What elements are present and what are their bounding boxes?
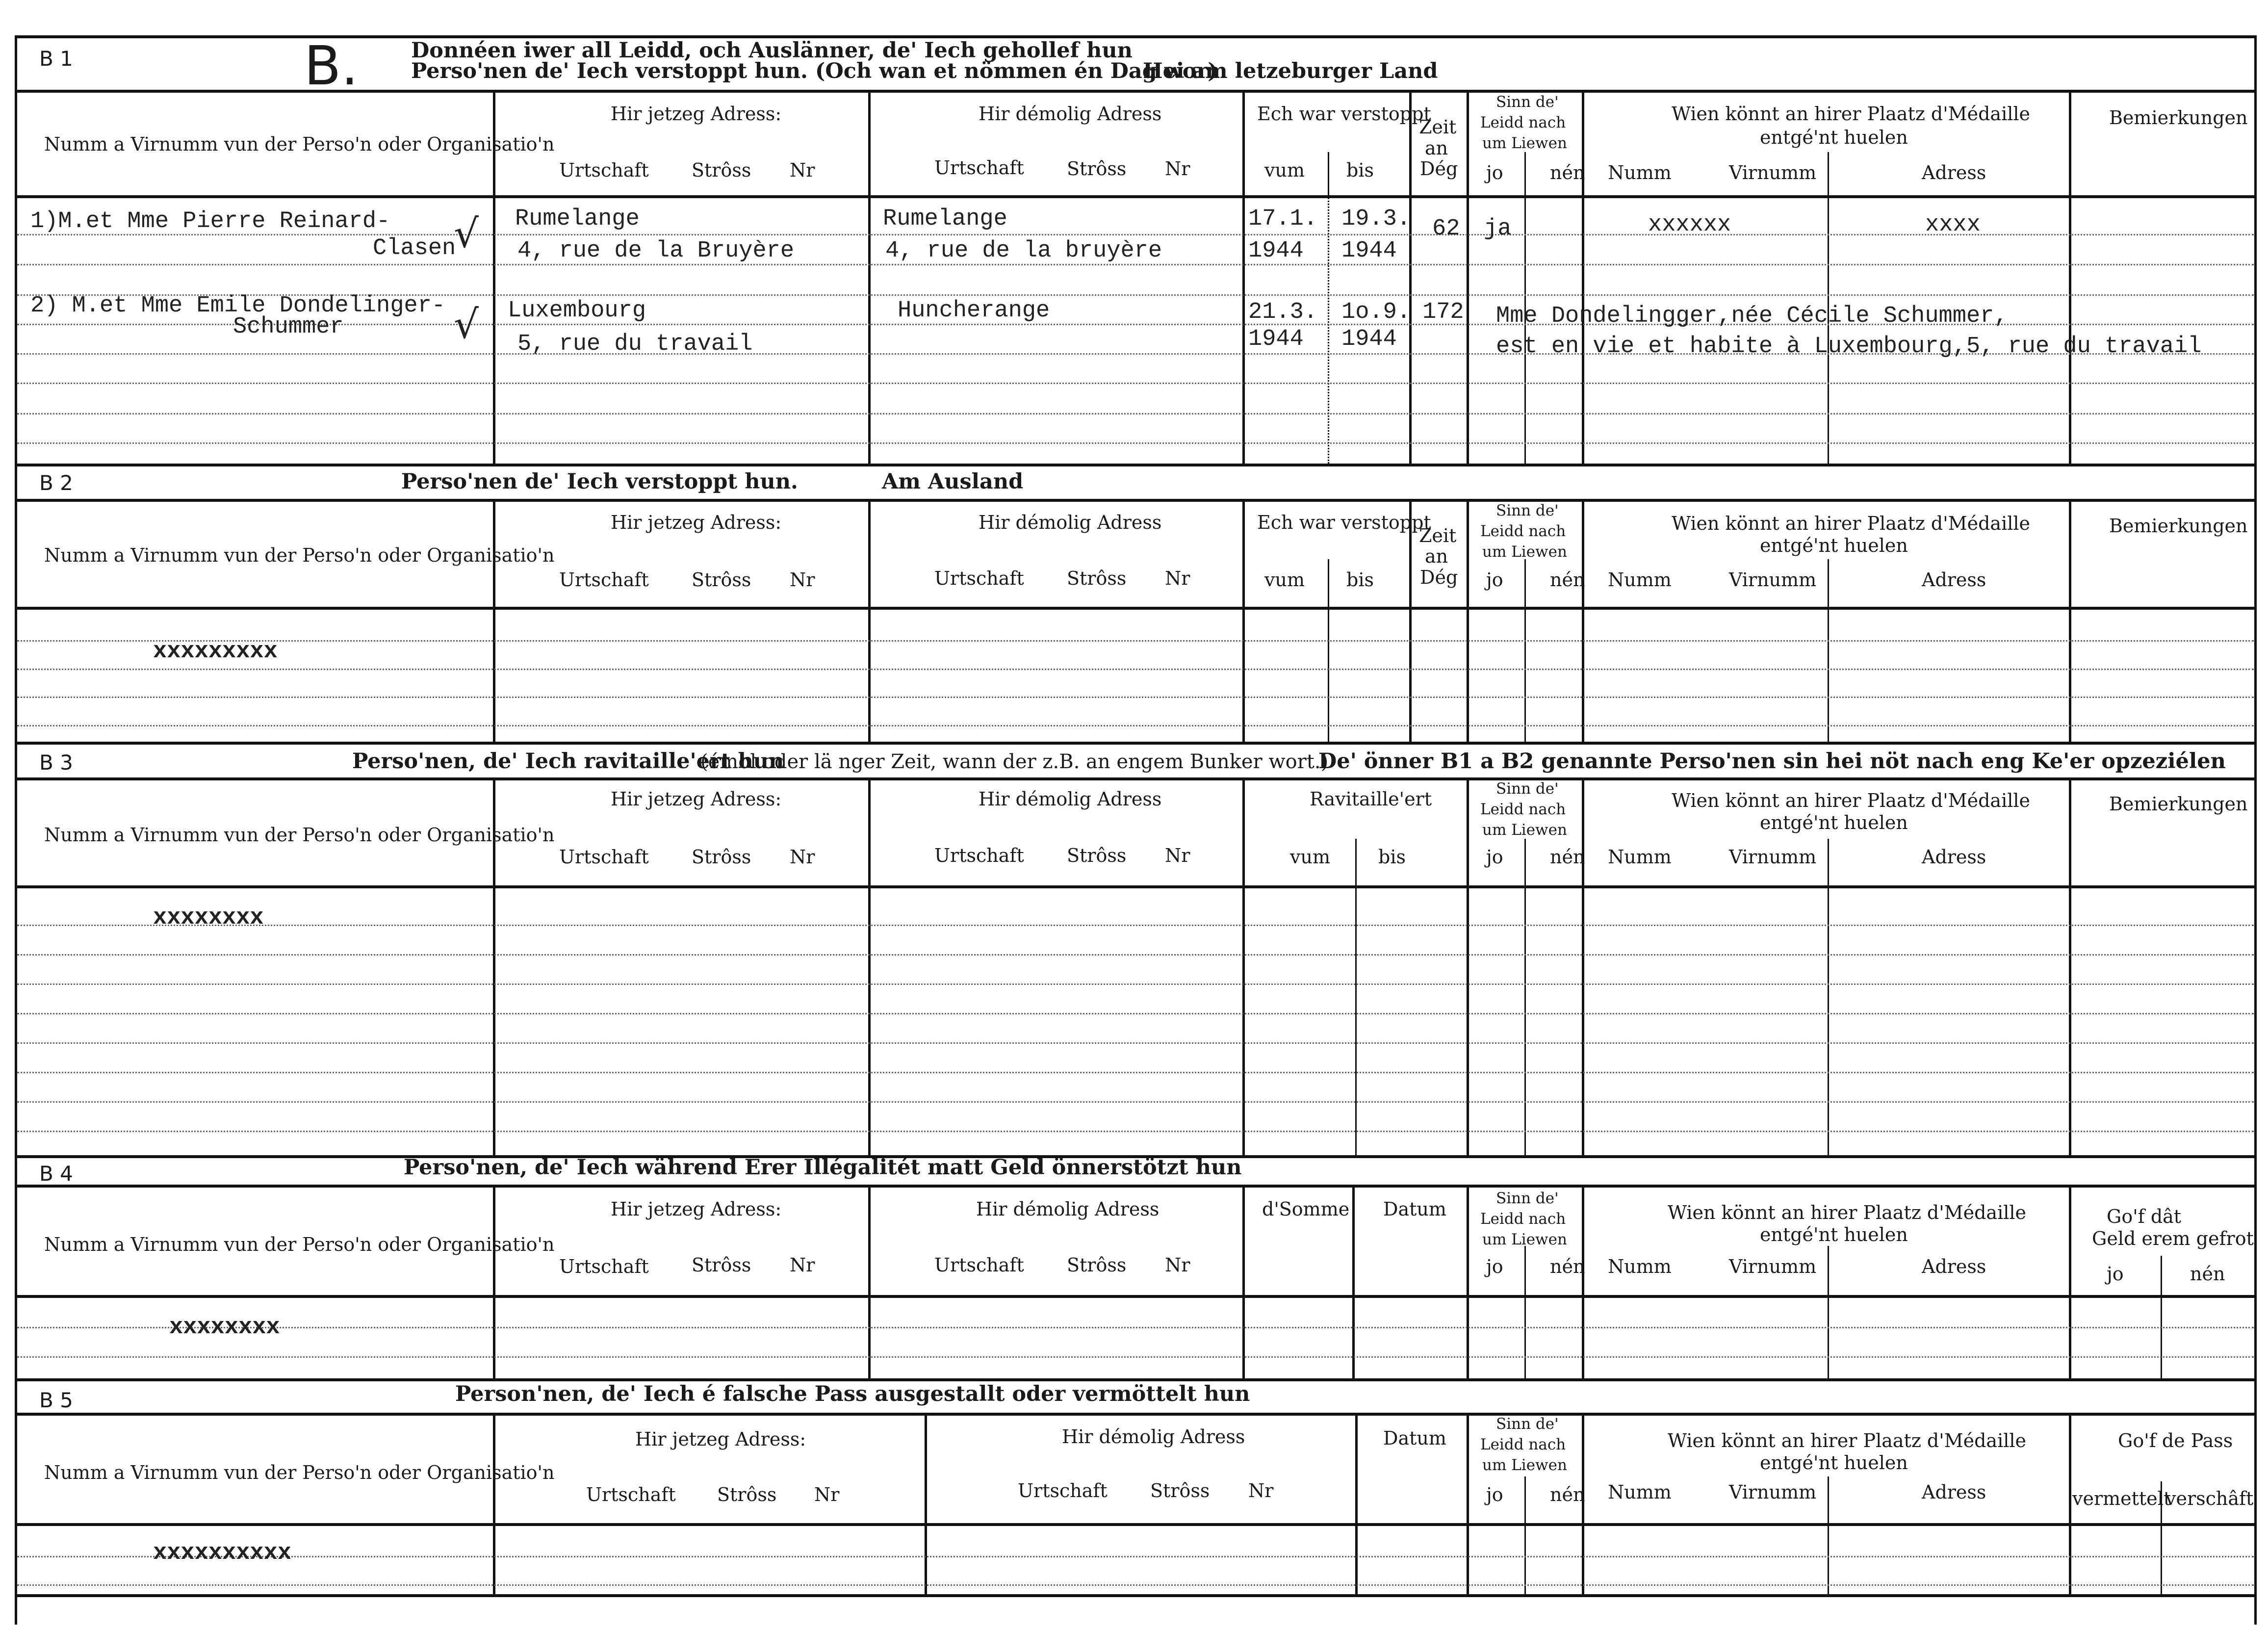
b4-col-current: Hir jetzeg Adress:	[611, 1198, 782, 1220]
b5-col-alive1: Sinn de'	[1496, 1415, 1559, 1433]
b3-col-mname: Numm	[1608, 846, 1672, 868]
frame-left	[15, 35, 17, 1625]
b5-col-alive2: Leidd nach	[1480, 1436, 1566, 1453]
b1-col-medal1: Wien könnt an hirer Plaatz d'Médaille	[1672, 103, 2031, 125]
b2-header-top	[15, 499, 2256, 502]
b4-col-mfirst: Virnumm	[1729, 1256, 1817, 1277]
b2-col-place2: Urtschaft	[934, 568, 1024, 589]
b1-r2-cur-street: 5, rue du travail	[517, 331, 753, 357]
b1-col-name: Numm a Virnumm vun der Perso'n oder Organisatio'n	[44, 133, 555, 155]
b2-col-mname: Numm	[1608, 569, 1672, 591]
b3-header-bottom	[15, 885, 2256, 888]
b1-row-line	[17, 442, 2254, 444]
b4-col-name: Numm a Virnumm vun der Perso'n oder Organisatio'n	[44, 1234, 555, 1255]
b4-col-line	[2069, 1185, 2071, 1378]
b1-r1-from-date: 17.1.	[1248, 206, 1318, 232]
b5-col-current: Hir jetzeg Adress:	[635, 1428, 806, 1450]
b2-col-remarks: Bemierkungen	[2109, 515, 2248, 537]
b5-col-date: Datum	[1383, 1427, 1446, 1449]
b2-col-line	[1409, 499, 1412, 742]
b1-bottom	[15, 464, 2256, 466]
b1-r2-cur-place: Luxembourg	[508, 298, 646, 324]
b5-title: Person'nen, de' Iech é falsche Pass ausgestallt oder vermöttelt hun	[455, 1382, 1250, 1406]
b4-bottom	[15, 1378, 2256, 1381]
b1-r1-medal-addr: xxxx	[1925, 212, 1981, 238]
b4-col-line	[868, 1185, 871, 1378]
b1-col-place2: Urtschaft	[934, 157, 1024, 179]
b5-col-line	[1355, 1413, 1358, 1594]
b3-col-line	[1582, 777, 1584, 1155]
b5-col-no: nén	[1550, 1484, 1585, 1505]
b1-r1-cur-street: 4, rue de la Bruyère	[517, 238, 795, 264]
b1-r1-to-date: 19.3.	[1341, 206, 1411, 232]
b2-row-line	[17, 697, 2254, 698]
frame-right	[2254, 35, 2257, 1625]
b2-col-from: vum	[1264, 569, 1305, 591]
b3-col-line	[1467, 777, 1469, 1155]
b2-entry: xxxxxxxxx	[153, 639, 278, 665]
b1-r2-to-year: 1944	[1341, 326, 1397, 352]
b5-col-medal2: entgé'nt huelen	[1760, 1452, 1908, 1474]
check-mark-icon: √	[454, 302, 479, 347]
b1-sub-line	[1828, 195, 1829, 464]
b3-title-paren: (émol oder lä nger Zeit, wann der z.B. an engem Bunker wort.)	[700, 750, 1329, 773]
b2-col-current: Hir jetzeg Adress:	[611, 512, 782, 533]
b5-sub-line	[1828, 1476, 1829, 1594]
b2-col-to: bis	[1346, 569, 1374, 591]
b3-col-alive3: um Liewen	[1482, 821, 1567, 839]
b5-entry: xxxxxxxxxx	[153, 1540, 292, 1566]
b2-sub-line	[1828, 559, 1829, 742]
b3-col-medal1: Wien könnt an hirer Plaatz d'Médaille	[1672, 790, 2031, 811]
b2-col-nr2: Nr	[1165, 568, 1190, 589]
b1-col-yes: jo	[1486, 162, 1503, 183]
b3-col-no: nén	[1550, 846, 1585, 868]
b4-col-line	[1467, 1185, 1469, 1378]
b1-title-line2: Perso'nen de' Iech verstoppt hun. (Och wan et nömmen én Dag wor)	[411, 59, 1218, 83]
b3-col-nr: Nr	[790, 846, 815, 868]
b1-sub-line	[1328, 152, 1329, 195]
b3-col-nr2: Nr	[1165, 845, 1190, 866]
b3-col-street2: Strôss	[1067, 845, 1127, 866]
b3-col-name: Numm a Virnumm vun der Perso'n oder Organisatio'n	[44, 824, 555, 846]
b2-sub-line	[1328, 559, 1329, 742]
b1-col-maddr: Adress	[1922, 162, 1986, 183]
b4-sub-line	[1524, 1246, 1526, 1378]
b1-sub-line	[1524, 195, 1526, 464]
b1-col-mfirst: Virnumm	[1729, 162, 1817, 183]
b2-sub-line	[1524, 559, 1526, 742]
b4-col-place: Urtschaft	[559, 1256, 649, 1277]
b3-row-line	[17, 925, 2254, 926]
b4-col-medal1: Wien könnt an hirer Plaatz d'Médaille	[1668, 1202, 2027, 1223]
b1-r1-cur-place: Rumelange	[515, 206, 640, 232]
b1-col-to: bis	[1346, 159, 1374, 181]
b2-col-no: nén	[1550, 569, 1585, 591]
b2-col-line	[1582, 499, 1584, 742]
b2-col-former: Hir démolig Adress	[979, 512, 1162, 533]
b1-col-nr2: Nr	[1165, 158, 1190, 180]
b4-sub-line	[1828, 1246, 1829, 1378]
b4-col-street: Strôss	[692, 1254, 751, 1276]
b1-row-line	[17, 264, 2254, 265]
b5-col-yes: jo	[1486, 1484, 1503, 1505]
b3-col-yes: jo	[1486, 846, 1503, 868]
b1-r1-name1: 1)M.et Mme Pierre Reinard-	[30, 208, 390, 234]
b5-header-top	[15, 1413, 2256, 1416]
b3-row-line	[17, 1042, 2254, 1044]
b2-col-place: Urtschaft	[559, 569, 649, 591]
b4-col-line	[1582, 1185, 1584, 1378]
b4-sub-line	[2161, 1256, 2162, 1378]
b1-sub-line	[1828, 152, 1829, 195]
b1-col-street2: Strôss	[1067, 158, 1127, 180]
b5-row-line	[17, 1556, 2254, 1557]
b3-col-maddr: Adress	[1922, 846, 1986, 868]
b1-r1-from-year: 1944	[1248, 238, 1304, 264]
b4-col-line	[493, 1185, 495, 1378]
b5-col-verschaft: verschâft	[2165, 1488, 2254, 1509]
b1-col-alive2: Leidd nach	[1480, 114, 1566, 131]
b3-col-mfirst: Virnumm	[1729, 846, 1817, 868]
b2-col-line	[493, 499, 495, 742]
b3-title: Perso'nen, de' Iech ravitaille'ert hun	[352, 749, 784, 774]
b1-col-medal2: entgé'nt huelen	[1760, 127, 1908, 148]
b1-col-former: Hir démolig Adress	[979, 103, 1162, 125]
b1-sub-line	[1524, 152, 1526, 195]
b1-col-hidden: Ech war verstoppt	[1257, 103, 1431, 125]
b2-header-bottom	[15, 607, 2256, 610]
check-mark-icon: √	[454, 211, 479, 257]
b2-bottom	[15, 742, 2256, 745]
b3-row-line	[17, 954, 2254, 956]
b4-title: Perso'nen, de' Iech während Erer Illégalitét matt Geld önnerstötzt hun	[404, 1155, 1242, 1180]
b4-col-medal2: entgé'nt huelen	[1760, 1224, 1908, 1245]
b2-col-alive2: Leidd nach	[1480, 522, 1566, 540]
b3-title-note: De' önner B1 a B2 genannte Perso'nen sin hei nöt nach eng Ke'er opzeziélen	[1318, 749, 2226, 774]
b5-col-line	[925, 1413, 927, 1594]
b1-row-line	[17, 413, 2254, 414]
b5-col-place: Urtschaft	[586, 1484, 676, 1505]
b3-col-street: Strôss	[692, 846, 751, 868]
b5-col-line	[1467, 1413, 1469, 1594]
b1-col-no: nén	[1550, 162, 1585, 183]
b1-r1-old-place: Rumelange	[883, 206, 1007, 232]
b4-col-sum: d'Somme	[1262, 1198, 1350, 1220]
b1-header-bottom	[15, 195, 2256, 198]
b3-row-line	[17, 1131, 2254, 1132]
b3-col-line	[1242, 777, 1245, 1155]
b3-code: B 3	[39, 750, 73, 775]
b3-row-line	[17, 1101, 2254, 1103]
b2-row-line	[17, 669, 2254, 670]
b1-sub-line	[1328, 195, 1329, 464]
b1-col-line	[1467, 90, 1469, 464]
b4-col-date: Datum	[1383, 1198, 1446, 1220]
b3-col-former: Hir démolig Adress	[979, 788, 1162, 810]
b1-col-place: Urtschaft	[559, 159, 649, 181]
b3-col-place: Urtschaft	[559, 846, 649, 868]
b2-col-alive3: um Liewen	[1482, 543, 1567, 561]
b4-col-alive1: Sinn de'	[1496, 1190, 1559, 1207]
b1-r1-to-year: 1944	[1341, 238, 1397, 264]
b2-col-hidden: Ech war verstoppt	[1257, 512, 1431, 533]
b5-col-alive3: um Liewen	[1482, 1456, 1567, 1474]
b3-row-line	[17, 983, 2254, 985]
b1-r2-from-year: 1944	[1248, 326, 1304, 352]
b3-col-alive2: Leidd nach	[1480, 801, 1566, 818]
b3-col-medal2: entgé'nt huelen	[1760, 812, 1908, 833]
b4-col-gave2: Geld erem gefrot	[2092, 1228, 2254, 1249]
b1-col-alive3: um Liewen	[1482, 134, 1567, 152]
b5-col-line	[493, 1413, 495, 1594]
b4-header-top	[15, 1185, 2256, 1188]
b4-col-nr: Nr	[790, 1254, 815, 1276]
b5-col-vermettelt: vermettelt	[2072, 1488, 2171, 1509]
b2-col-maddr: Adress	[1922, 569, 1986, 591]
b1-col-current: Hir jetzeg Adress:	[611, 103, 782, 125]
b4-col-alive3: um Liewen	[1482, 1231, 1567, 1248]
b2-col-line	[2069, 499, 2071, 742]
b2-col-alive1: Sinn de'	[1496, 502, 1559, 519]
b4-col-former: Hir démolig Adress	[976, 1198, 1160, 1220]
b2-col-nr: Nr	[790, 569, 815, 591]
b3-sub-line	[1828, 839, 1829, 1155]
b4-col-place2: Urtschaft	[934, 1254, 1024, 1276]
b1-letter: B.	[304, 34, 359, 97]
b1-r2-note1: Mme Dondelingger,née Cécile Schummer,	[1496, 303, 2008, 329]
b4-row-line	[17, 1356, 2254, 1358]
b1-r2-days: 172	[1422, 299, 1464, 325]
b3-col-from: vum	[1290, 846, 1330, 868]
b3-col-alive1: Sinn de'	[1496, 780, 1559, 798]
b1-header-top	[15, 90, 2256, 93]
b1-col-time3: Dég	[1420, 158, 1458, 180]
b1-col-street: Strôss	[692, 159, 751, 181]
b2-col-street2: Strôss	[1067, 568, 1127, 589]
b1-col-line	[1582, 90, 1584, 464]
b5-row-line	[17, 1584, 2254, 1586]
b5-col-nr2: Nr	[1248, 1480, 1274, 1501]
b1-r2-note2: est en vie et habite à Luxembourg,5, rue du travail	[1496, 334, 2202, 360]
b2-col-medal2: entgé'nt huelen	[1760, 535, 1908, 556]
b2-col-line	[868, 499, 871, 742]
b1-r1-medal-name: xxxxxx	[1648, 212, 1731, 238]
b2-row-line	[17, 640, 2254, 642]
b5-code: B 5	[39, 1388, 73, 1412]
b3-col-current: Hir jetzeg Adress:	[611, 788, 782, 810]
b4-header-bottom	[15, 1295, 2256, 1298]
b2-col-name: Numm a Virnumm vun der Perso'n oder Organisatio'n	[44, 544, 555, 566]
b4-col-line	[1242, 1185, 1245, 1378]
b1-col-remarks: Bemierkungen	[2109, 107, 2248, 129]
b3-header-top	[15, 777, 2256, 780]
b1-r1-days: 62	[1432, 216, 1460, 242]
b1-col-line	[1242, 90, 1245, 464]
b3-sub-line	[1355, 839, 1357, 1155]
b2-col-medal1: Wien könnt an hirer Plaatz d'Médaille	[1672, 513, 2031, 534]
b1-r2-old-place: Huncherange	[898, 298, 1050, 324]
b4-col-alive2: Leidd nach	[1480, 1210, 1566, 1228]
b3-col-line	[2069, 777, 2071, 1155]
b4-row-line	[17, 1327, 2254, 1328]
b3-sub-line	[1524, 839, 1526, 1155]
b2-row-line	[17, 725, 2254, 726]
b5-col-former: Hir démolig Adress	[1062, 1426, 1245, 1448]
b5-bottom	[15, 1594, 2256, 1597]
b3-col-line	[868, 777, 871, 1155]
b4-col-no: nén	[1550, 1256, 1585, 1277]
b4-col-nr2: Nr	[1165, 1254, 1190, 1276]
b3-row-line	[17, 1072, 2254, 1073]
b1-title-line1: Donnéen iwer all Leidd, och Auslänner, de' Iech gehollef hun	[411, 38, 1133, 63]
b1-col-time2: an	[1425, 137, 1448, 159]
b5-col-street2: Strôss	[1150, 1480, 1210, 1501]
b3-col-place2: Urtschaft	[934, 845, 1024, 866]
b4-col-gave1: Go'f dât	[2107, 1206, 2182, 1227]
b1-r1-old-street: 4, rue de la bruyère	[885, 238, 1162, 264]
b5-col-medal1: Wien könnt an hirer Plaatz d'Médaille	[1668, 1430, 2027, 1451]
b4-col-line	[1352, 1185, 1355, 1378]
b2-col-time1: Zeit	[1419, 525, 1457, 546]
b1-col-time1: Zeit	[1419, 116, 1457, 138]
b4-col-yes: jo	[1486, 1256, 1503, 1277]
b1-col-mname: Numm	[1608, 162, 1672, 183]
b4-col-gave-no: nén	[2190, 1263, 2225, 1285]
b3-row-line	[17, 1013, 2254, 1014]
b1-col-line	[868, 90, 871, 464]
b4-entry: xxxxxxxx	[169, 1315, 280, 1341]
b3-entry: xxxxxxxx	[153, 905, 264, 931]
b4-code: B 4	[39, 1162, 73, 1186]
b4-col-mname: Numm	[1608, 1256, 1672, 1277]
b3-col-to: bis	[1378, 846, 1406, 868]
b1-col-nr: Nr	[790, 159, 815, 181]
b5-col-mfirst: Virnumm	[1729, 1481, 1817, 1503]
b1-r2-from-date: 21.3.	[1248, 299, 1318, 325]
b2-code: B 2	[39, 471, 73, 495]
b1-col-from: vum	[1264, 159, 1305, 181]
b2-col-time2: an	[1425, 545, 1448, 567]
b1-col-line	[2069, 90, 2071, 464]
b4-col-maddr: Adress	[1922, 1256, 1986, 1277]
b4-col-street2: Strôss	[1067, 1254, 1127, 1276]
b5-col-pass: Go'f de Pass	[2118, 1430, 2233, 1451]
b5-col-line	[2069, 1413, 2071, 1594]
b2-col-line	[1467, 499, 1469, 742]
b1-code: B 1	[39, 47, 73, 71]
b5-sub-line	[1524, 1476, 1526, 1594]
b5-col-place2: Urtschaft	[1018, 1480, 1108, 1501]
b1-r1-alive-yes: ja	[1484, 216, 1512, 242]
b1-r2-name1: 2) M.et Mme Emile Dondelinger-	[30, 293, 446, 319]
b5-col-mname: Numm	[1608, 1481, 1672, 1503]
b2-title: Perso'nen de' Iech verstoppt hun.	[401, 469, 799, 494]
b5-col-name: Numm a Virnumm vun der Perso'n oder Organisatio'n	[44, 1462, 555, 1483]
b5-col-maddr: Adress	[1922, 1481, 1986, 1503]
b2-col-time3: Dég	[1420, 567, 1458, 588]
b1-col-alive1: Sinn de'	[1496, 93, 1559, 111]
b1-r1-name2: Clasen	[373, 235, 456, 261]
b1-col-line	[1409, 90, 1412, 464]
b2-col-street: Strôss	[692, 569, 751, 591]
b2-col-yes: jo	[1486, 569, 1503, 591]
b3-col-supplied: Ravitaille'ert	[1310, 788, 1432, 810]
b2-title-abroad: Am Ausland	[882, 469, 1024, 494]
b1-title-line3: Hei am letzeburger Land	[1143, 59, 1438, 83]
b2-col-mfirst: Virnumm	[1729, 569, 1817, 591]
b5-col-nr: Nr	[814, 1484, 840, 1505]
b1-row-line	[17, 383, 2254, 384]
b2-col-line	[1242, 499, 1245, 742]
b5-col-street: Strôss	[717, 1484, 777, 1505]
b3-col-remarks: Bemierkungen	[2109, 793, 2248, 815]
b5-header-bottom	[15, 1523, 2256, 1526]
b1-r2-to-date: 1o.9.	[1341, 299, 1411, 325]
b4-col-gave-yes: jo	[2107, 1263, 2124, 1285]
b1-r2-name2: Schummer	[233, 314, 344, 340]
